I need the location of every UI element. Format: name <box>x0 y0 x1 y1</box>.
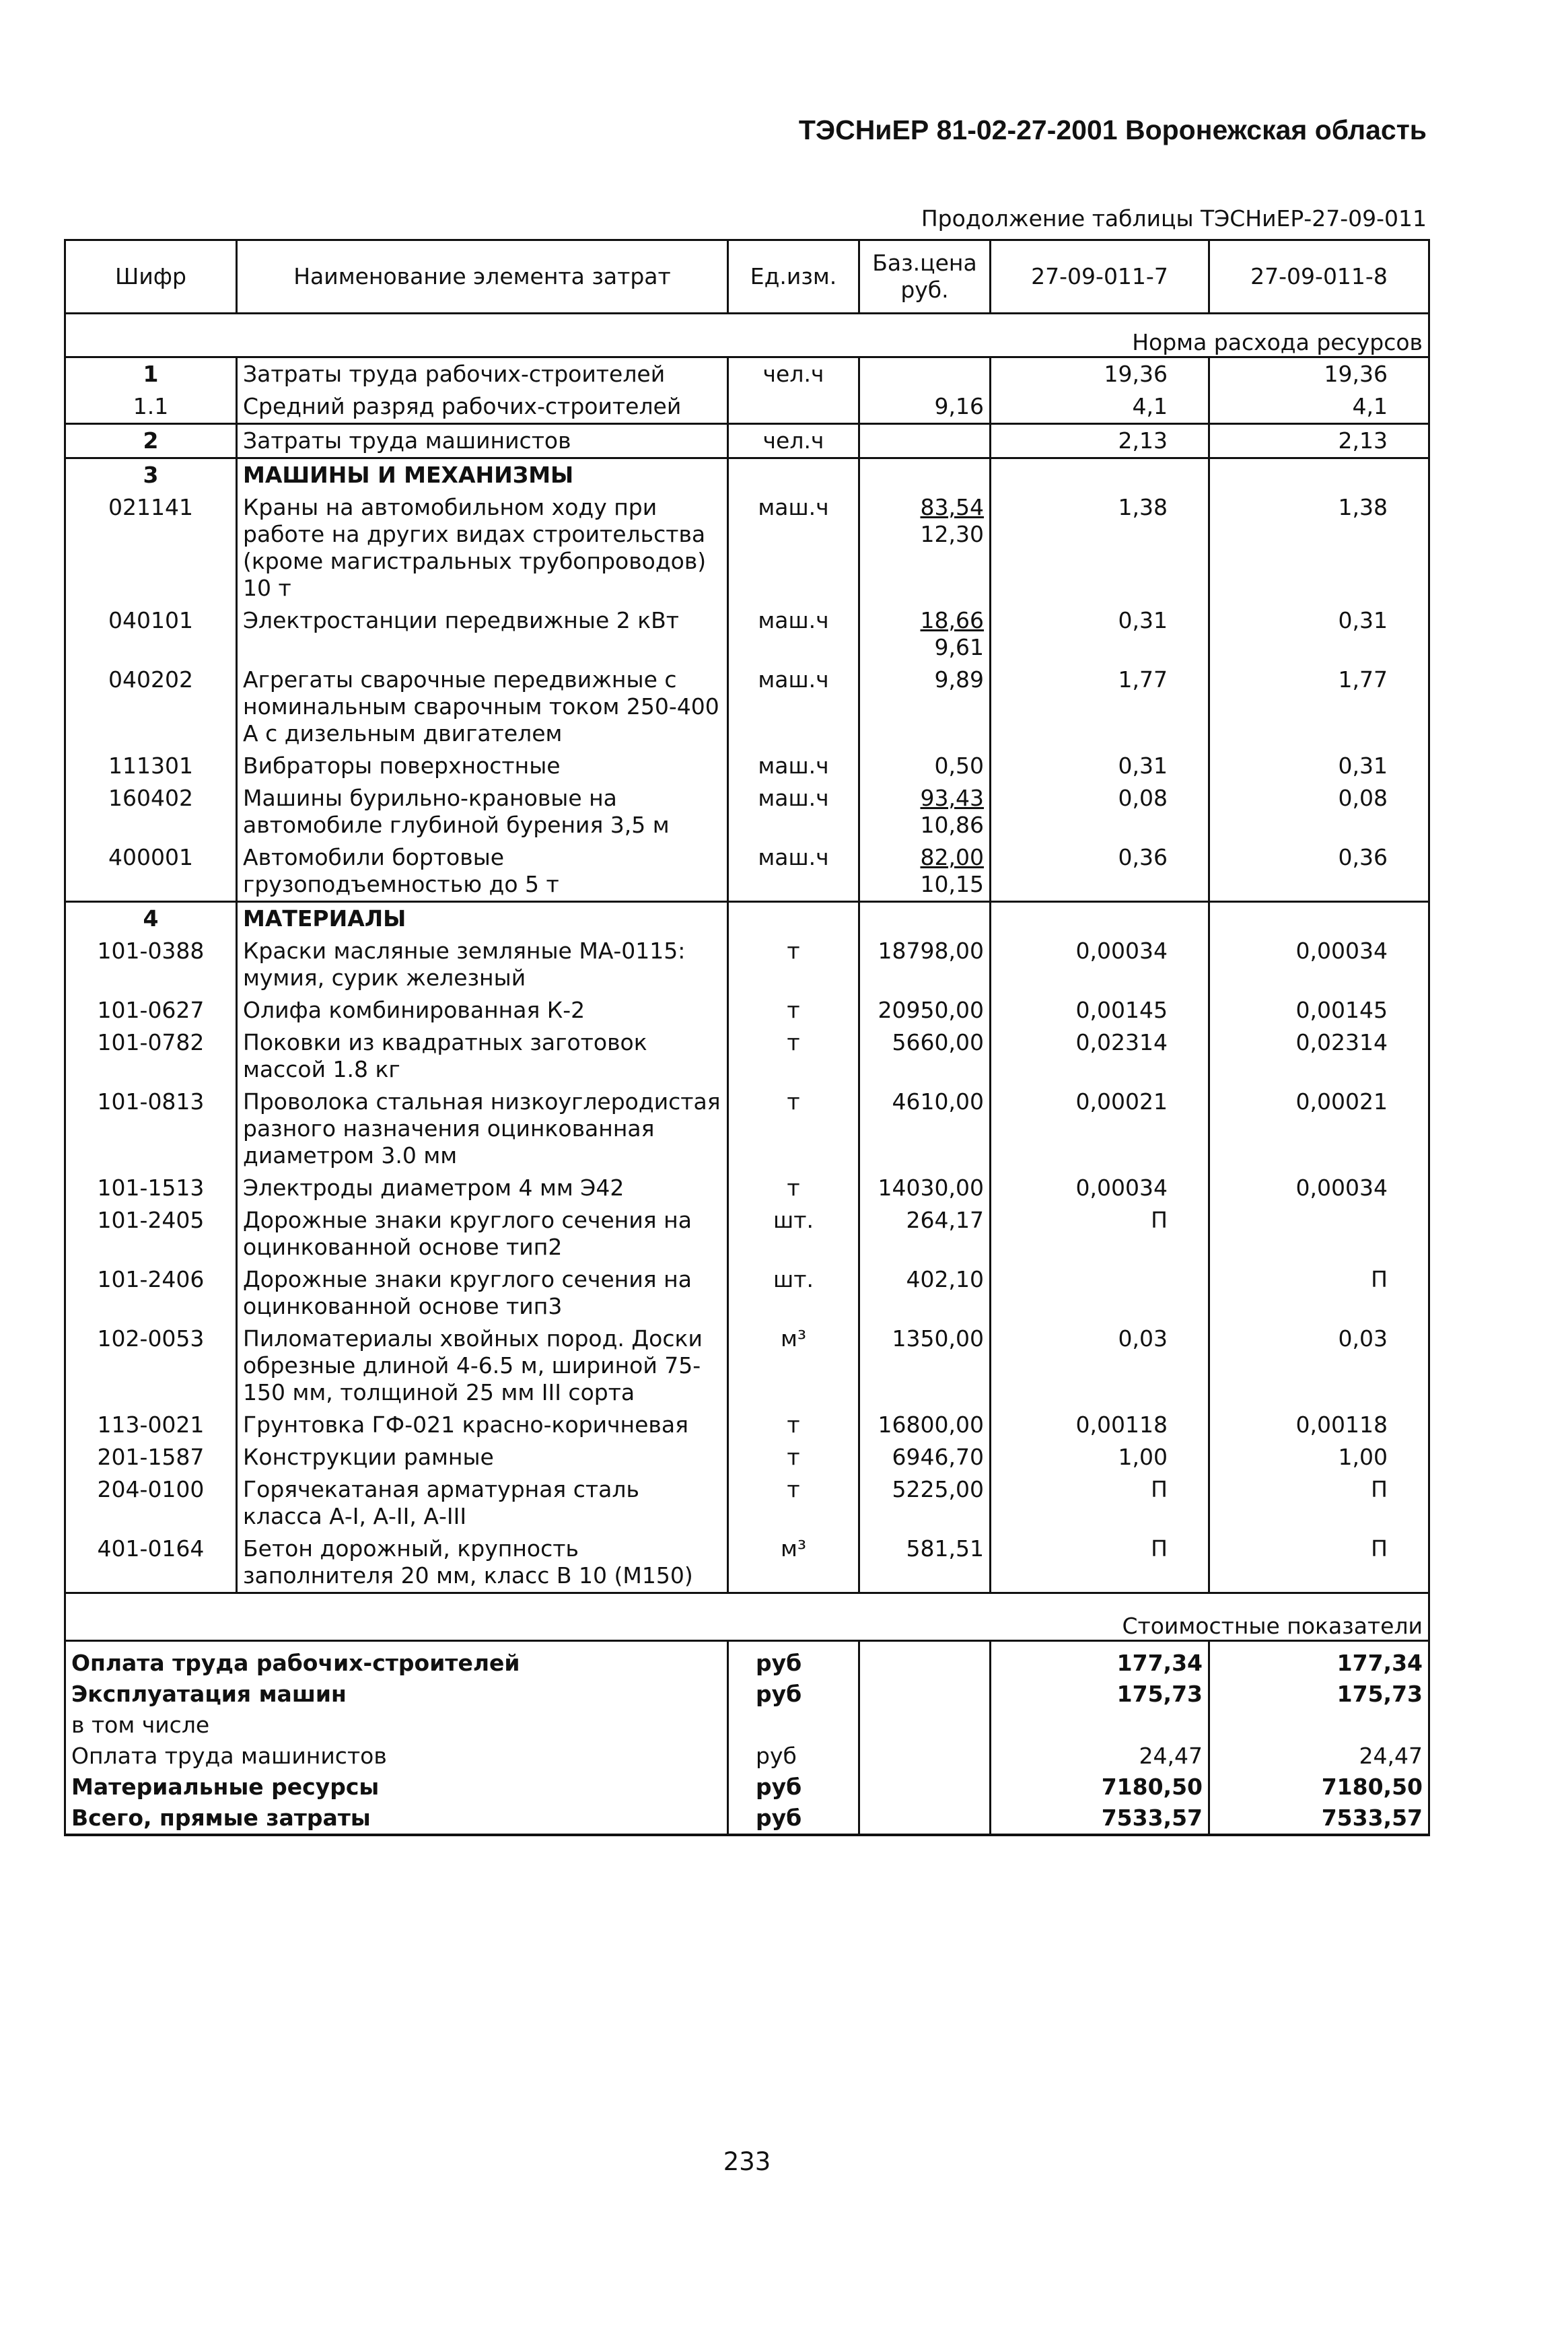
row-rate-8: 1,00 <box>1209 1441 1429 1473</box>
column-header-price: Баз.цена руб. <box>859 240 991 314</box>
summary-rate-8: 177,34 <box>1209 1641 1429 1679</box>
summary-unit: руб <box>728 1772 859 1803</box>
table-row <box>65 1086 1429 1172</box>
table-row <box>65 458 1429 492</box>
column-header-unit: Ед.изм. <box>728 240 859 314</box>
norm-label: Норма расхода ресурсов <box>65 314 1429 357</box>
table-row <box>65 357 1429 391</box>
row-name: Проволока стальная низкоуглеродистая разного назначения оцинкованная диаметром 3.0 мм <box>237 1086 728 1172</box>
row-code: 1.1 <box>65 390 237 424</box>
summary-label: Всего, прямые затраты <box>65 1803 728 1835</box>
row-name: МАШИНЫ И МЕХАНИЗМЫ <box>237 458 728 492</box>
row-code: 3 <box>65 458 237 492</box>
page-number: 233 <box>723 2147 771 2176</box>
row-code: 101-0813 <box>65 1086 237 1172</box>
row-rate-8: 0,00034 <box>1209 935 1429 994</box>
row-price: 4610,00 <box>859 1086 991 1172</box>
row-unit: т <box>728 1026 859 1086</box>
summary-label: в том числе <box>65 1710 728 1741</box>
table-row <box>65 390 1429 424</box>
table-row <box>65 1204 1429 1263</box>
row-price <box>859 458 991 492</box>
summary-row <box>65 1741 1429 1772</box>
row-code: 201-1587 <box>65 1441 237 1473</box>
row-price <box>859 782 991 841</box>
summary-rate-7: 7180,50 <box>991 1772 1209 1803</box>
row-name: Вибраторы поверхностные <box>237 750 728 782</box>
summary-label: Эксплуатация машин <box>65 1679 728 1710</box>
row-name: Конструкции рамные <box>237 1441 728 1473</box>
row-code: 2 <box>65 424 237 458</box>
row-name: Бетон дорожный, крупность заполнителя 20 мм, класс В 10 (М150) <box>237 1533 728 1593</box>
column-header-code: Шифр <box>65 240 237 314</box>
table-row <box>65 994 1429 1026</box>
row-unit: т <box>728 1086 859 1172</box>
row-price: 1350,00 <box>859 1323 991 1409</box>
row-price-value: 93,43 <box>920 785 984 811</box>
row-price <box>859 491 991 604</box>
row-rate-8: П <box>1209 1533 1429 1593</box>
row-rate-7: 1,38 <box>991 491 1209 604</box>
row-rate-7: 1,77 <box>991 664 1209 750</box>
row-price <box>859 357 991 391</box>
summary-row <box>65 1772 1429 1803</box>
row-name: Олифа комбинированная К-2 <box>237 994 728 1026</box>
row-name: Электростанции передвижные 2 кВт <box>237 604 728 664</box>
row-price: 5225,00 <box>859 1473 991 1533</box>
summary-rate-8: 175,73 <box>1209 1679 1429 1710</box>
norm-band-row <box>65 314 1429 357</box>
row-rate-7: 0,31 <box>991 750 1209 782</box>
row-price: 5660,00 <box>859 1026 991 1086</box>
table-row <box>65 902 1429 936</box>
row-unit: м³ <box>728 1533 859 1593</box>
row-unit: м³ <box>728 1323 859 1409</box>
row-rate-8: 0,03 <box>1209 1323 1429 1409</box>
row-price <box>859 424 991 458</box>
row-unit: маш.ч <box>728 664 859 750</box>
row-code: 040202 <box>65 664 237 750</box>
row-unit: маш.ч <box>728 750 859 782</box>
table-row <box>65 750 1429 782</box>
column-header-name: Наименование элемента затрат <box>237 240 728 314</box>
row-price-value: 18,66 <box>920 607 984 633</box>
table-row <box>65 664 1429 750</box>
row-unit: чел.ч <box>728 357 859 391</box>
row-price: 264,17 <box>859 1204 991 1263</box>
table-continuation-caption: Продолжение таблицы ТЭСНиЕР-27-09-011 <box>921 205 1427 232</box>
row-code: 101-0388 <box>65 935 237 994</box>
row-rate-8: 0,00034 <box>1209 1172 1429 1204</box>
row-unit: маш.ч <box>728 841 859 902</box>
row-code: 401-0164 <box>65 1533 237 1593</box>
column-header-rate-8: 27-09-011-8 <box>1209 240 1429 314</box>
row-rate-7: 19,36 <box>991 357 1209 391</box>
row-rate-7: 0,00034 <box>991 1172 1209 1204</box>
row-unit: шт. <box>728 1204 859 1263</box>
row-unit: маш.ч <box>728 604 859 664</box>
row-price <box>859 902 991 936</box>
summary-unit: руб <box>728 1741 859 1772</box>
row-name: Средний разряд рабочих-строителей <box>237 390 728 424</box>
summary-unit: руб <box>728 1803 859 1835</box>
row-name: Автомобили бортовые грузоподъемностью до 5 т <box>237 841 728 902</box>
table-row <box>65 604 1429 664</box>
row-rate-8 <box>1209 902 1429 936</box>
summary-price-empty <box>859 1710 991 1741</box>
row-code: 101-0627 <box>65 994 237 1026</box>
table-row <box>65 935 1429 994</box>
row-rate-7: 0,00118 <box>991 1409 1209 1441</box>
table-row <box>65 1172 1429 1204</box>
table-row <box>65 424 1429 458</box>
row-code: 113-0021 <box>65 1409 237 1441</box>
row-rate-8: 4,1 <box>1209 390 1429 424</box>
row-name: Затраты труда машинистов <box>237 424 728 458</box>
row-rate-7: П <box>991 1204 1209 1263</box>
row-price: 20950,00 <box>859 994 991 1026</box>
row-code: 160402 <box>65 782 237 841</box>
row-rate-8 <box>1209 458 1429 492</box>
summary-row <box>65 1710 1429 1741</box>
summary-label: Оплата труда машинистов <box>65 1741 728 1772</box>
row-rate-8: 19,36 <box>1209 357 1429 391</box>
row-code: 101-2405 <box>65 1204 237 1263</box>
summary-label: Материальные ресурсы <box>65 1772 728 1803</box>
row-rate-7: П <box>991 1533 1209 1593</box>
summary-row <box>65 1803 1429 1835</box>
table-row <box>65 1473 1429 1533</box>
row-price <box>859 604 991 664</box>
row-price-wage-value: 10,86 <box>920 812 984 838</box>
row-name: Затраты труда рабочих-строителей <box>237 357 728 391</box>
row-name: Горячекатаная арматурная сталь класса А-I, А-II, А-III <box>237 1473 728 1533</box>
summary-price-empty <box>859 1679 991 1710</box>
row-name: Краны на автомобильном ходу при работе на других видах строительства (кроме магистральных трубопроводов) 10 т <box>237 491 728 604</box>
row-price: 16800,00 <box>859 1409 991 1441</box>
row-price: 581,51 <box>859 1533 991 1593</box>
row-rate-7: П <box>991 1473 1209 1533</box>
row-rate-8: 0,00118 <box>1209 1409 1429 1441</box>
cost-band-row <box>65 1593 1429 1641</box>
row-unit: маш.ч <box>728 491 859 604</box>
row-code: 102-0053 <box>65 1323 237 1409</box>
row-code: 101-1513 <box>65 1172 237 1204</box>
row-rate-8: 0,02314 <box>1209 1026 1429 1086</box>
summary-row <box>65 1679 1429 1710</box>
row-price-wage-value: 12,30 <box>920 521 984 547</box>
row-name: Дорожные знаки круглого сечения на оцинкованной основе тип3 <box>237 1263 728 1323</box>
summary-rate-7: 177,34 <box>991 1641 1209 1679</box>
row-unit: т <box>728 1473 859 1533</box>
row-rate-7: 0,31 <box>991 604 1209 664</box>
row-name: Краски масляные земляные МА-0115: мумия, сурик железный <box>237 935 728 994</box>
table-row <box>65 782 1429 841</box>
table-row <box>65 1026 1429 1086</box>
table-row <box>65 1533 1429 1593</box>
row-price: 0,50 <box>859 750 991 782</box>
summary-rate-8: 7180,50 <box>1209 1772 1429 1803</box>
row-code: 101-0782 <box>65 1026 237 1086</box>
summary-rate-7: 175,73 <box>991 1679 1209 1710</box>
row-price: 402,10 <box>859 1263 991 1323</box>
row-unit: т <box>728 994 859 1026</box>
column-header-rate-7: 27-09-011-7 <box>991 240 1209 314</box>
row-price: 9,16 <box>859 390 991 424</box>
summary-rate-7: 7533,57 <box>991 1803 1209 1835</box>
row-code: 101-2406 <box>65 1263 237 1323</box>
row-unit: шт. <box>728 1263 859 1323</box>
row-rate-8: 1,77 <box>1209 664 1429 750</box>
row-name: Электроды диаметром 4 мм Э42 <box>237 1172 728 1204</box>
row-name: Пиломатериалы хвойных пород. Доски обрезные длиной 4-6.5 м, шириной 75-150 мм, толщиной 25 мм III сорта <box>237 1323 728 1409</box>
summary-label: Оплата труда рабочих-строителей <box>65 1641 728 1679</box>
summary-rate-8: 7533,57 <box>1209 1803 1429 1835</box>
summary-unit: руб <box>728 1679 859 1710</box>
row-rate-7: 0,08 <box>991 782 1209 841</box>
row-name: Дорожные знаки круглого сечения на оцинкованной основе тип2 <box>237 1204 728 1263</box>
row-unit: маш.ч <box>728 782 859 841</box>
row-price-value: 82,00 <box>920 844 984 870</box>
row-rate-7: 0,00145 <box>991 994 1209 1026</box>
row-code: 021141 <box>65 491 237 604</box>
table-row <box>65 491 1429 604</box>
row-rate-8: 1,38 <box>1209 491 1429 604</box>
table-row <box>65 841 1429 902</box>
row-rate-8: П <box>1209 1263 1429 1323</box>
row-price-wage-value: 10,15 <box>920 871 984 897</box>
row-unit: т <box>728 1441 859 1473</box>
row-rate-7 <box>991 458 1209 492</box>
row-unit: т <box>728 1172 859 1204</box>
row-rate-7: 4,1 <box>991 390 1209 424</box>
row-code: 111301 <box>65 750 237 782</box>
row-rate-7: 2,13 <box>991 424 1209 458</box>
row-rate-7: 0,02314 <box>991 1026 1209 1086</box>
document-header: ТЭСНиЕР 81-02-27-2001 Воронежская область <box>798 114 1427 145</box>
row-rate-8: П <box>1209 1473 1429 1533</box>
row-price: 6946,70 <box>859 1441 991 1473</box>
summary-rate-8 <box>1209 1710 1429 1741</box>
summary-rate-8: 24,47 <box>1209 1741 1429 1772</box>
row-rate-8: 0,31 <box>1209 604 1429 664</box>
summary-price-empty <box>859 1803 991 1835</box>
summary-rate-7 <box>991 1710 1209 1741</box>
summary-unit <box>728 1710 859 1741</box>
row-code: 204-0100 <box>65 1473 237 1533</box>
row-name: Машины бурильно-крановые на автомобиле глубиной бурения 3,5 м <box>237 782 728 841</box>
row-code: 4 <box>65 902 237 936</box>
row-price <box>859 841 991 902</box>
row-price-wage-value: 9,61 <box>934 634 984 660</box>
row-rate-8: 2,13 <box>1209 424 1429 458</box>
row-rate-8: 0,36 <box>1209 841 1429 902</box>
row-rate-8: 0,00145 <box>1209 994 1429 1026</box>
row-rate-8: 0,08 <box>1209 782 1429 841</box>
row-unit: т <box>728 1409 859 1441</box>
row-name: МАТЕРИАЛЫ <box>237 902 728 936</box>
row-price: 14030,00 <box>859 1172 991 1204</box>
row-unit <box>728 458 859 492</box>
row-name: Грунтовка ГФ-021 красно-коричневая <box>237 1409 728 1441</box>
row-rate-7: 0,03 <box>991 1323 1209 1409</box>
summary-price-empty <box>859 1741 991 1772</box>
row-price: 9,89 <box>859 664 991 750</box>
table-header-row <box>65 240 1429 314</box>
row-rate-7 <box>991 902 1209 936</box>
row-price: 18798,00 <box>859 935 991 994</box>
row-unit <box>728 390 859 424</box>
summary-price-empty <box>859 1772 991 1803</box>
row-rate-8 <box>1209 1204 1429 1263</box>
row-name: Агрегаты сварочные передвижные с номинальным сварочным током 250-400 А с дизельным двигателем <box>237 664 728 750</box>
row-name: Поковки из квадратных заготовок массой 1.8 кг <box>237 1026 728 1086</box>
row-rate-8: 0,00021 <box>1209 1086 1429 1172</box>
summary-unit: руб <box>728 1641 859 1679</box>
summary-price-empty <box>859 1641 991 1679</box>
table-row <box>65 1409 1429 1441</box>
row-rate-8: 0,31 <box>1209 750 1429 782</box>
row-code: 400001 <box>65 841 237 902</box>
row-unit: чел.ч <box>728 424 859 458</box>
resource-norms-table <box>64 239 1428 1836</box>
row-unit: т <box>728 935 859 994</box>
row-price-value: 83,54 <box>920 494 984 520</box>
row-rate-7: 1,00 <box>991 1441 1209 1473</box>
row-code: 1 <box>65 357 237 391</box>
table-row <box>65 1263 1429 1323</box>
cost-label: Стоимостные показатели <box>65 1593 1429 1641</box>
row-rate-7: 0,00034 <box>991 935 1209 994</box>
row-unit <box>728 902 859 936</box>
table-row <box>65 1441 1429 1473</box>
summary-row <box>65 1641 1429 1679</box>
row-code: 040101 <box>65 604 237 664</box>
row-rate-7 <box>991 1263 1209 1323</box>
row-rate-7: 0,36 <box>991 841 1209 902</box>
summary-rate-7: 24,47 <box>991 1741 1209 1772</box>
table-row <box>65 1323 1429 1409</box>
row-rate-7: 0,00021 <box>991 1086 1209 1172</box>
